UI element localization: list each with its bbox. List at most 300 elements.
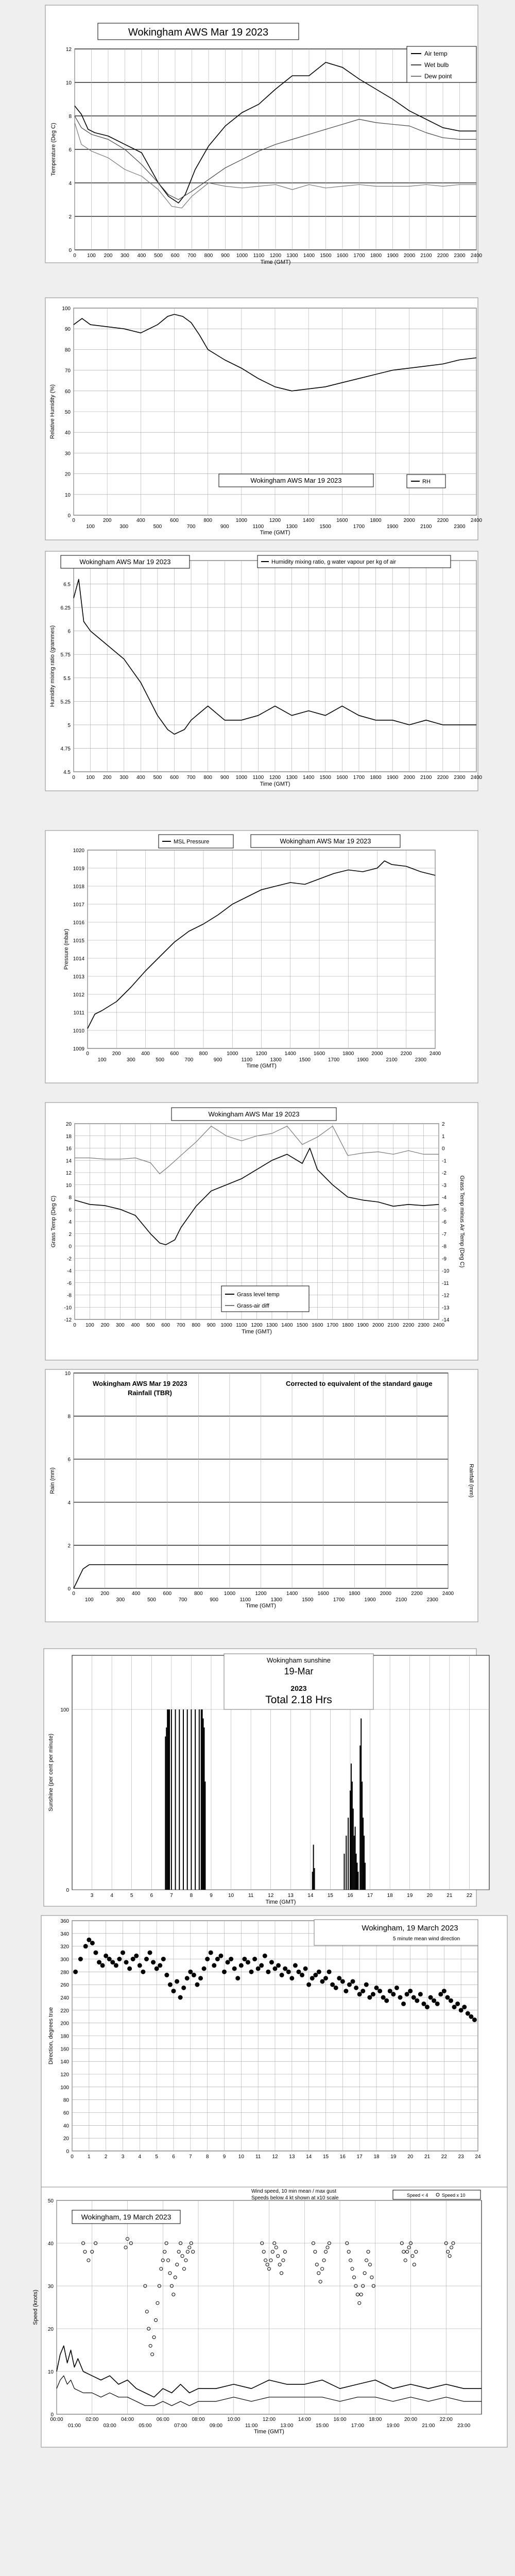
x-tick-label: 600: [170, 518, 179, 523]
data-point: [97, 1960, 101, 1964]
x-tick-label: 2: [104, 2154, 108, 2160]
x-tick-label: 700: [184, 1057, 194, 1063]
y-axis-label: Humidity mixing ratio (grammes): [49, 625, 56, 707]
data-point: [303, 1967, 307, 1971]
x-tick-label: 1000: [235, 518, 247, 523]
data-point: [168, 1982, 172, 1987]
x-tick-label: 200: [102, 518, 112, 523]
y-tick-label: 100: [60, 2084, 69, 2091]
x-tick-label: 23:00: [457, 2423, 471, 2429]
data-point: [266, 1970, 270, 1974]
data-point: [154, 1967, 159, 1971]
data-point: [327, 1970, 331, 1974]
x-tick-label: 1500: [320, 253, 332, 259]
year-label: 2023: [290, 1684, 307, 1692]
x-tick-label: 1100: [252, 775, 264, 781]
x-tick-label: 800: [203, 518, 213, 523]
data-point: [277, 1963, 281, 1968]
y-tick-label: 280: [60, 1970, 69, 1976]
x-tick-label: 900: [220, 524, 229, 530]
y-tick-label: 5.25: [60, 699, 71, 705]
data-point: [340, 1979, 345, 1984]
x-tick-label: 11:00: [245, 2423, 258, 2429]
y-tick-label: 6.5: [63, 582, 71, 588]
x-tick-label: 500: [153, 524, 162, 530]
y-tick-label: 4.75: [60, 746, 71, 752]
data-point: [175, 1979, 179, 1984]
legend-label: Grass level temp: [237, 1292, 280, 1298]
x-tick-label: 2000: [403, 775, 415, 781]
x-tick-label: 1300: [286, 775, 298, 781]
x-tick-label: 15: [327, 1893, 333, 1899]
data-point: [128, 1967, 132, 1971]
x-tick-label: 2400: [433, 1323, 445, 1328]
x-tick-label: 17: [356, 2154, 363, 2160]
x-tick-label: 900: [207, 1323, 216, 1328]
data-point: [114, 1963, 118, 1968]
y-tick-label: -4: [67, 1268, 72, 1274]
x-axis-label: Time (GMT): [260, 530, 290, 536]
data-point: [347, 1982, 351, 1987]
x-tick-label: 20:00: [404, 2417, 418, 2422]
x-tick-label: 700: [186, 775, 196, 781]
x-tick-label: 1600: [336, 775, 348, 781]
x-tick-label: 1500: [319, 775, 331, 781]
x-tick-label: 0: [71, 2154, 74, 2160]
y-tick-label: 120: [60, 2072, 69, 2078]
y-tick-label-right: 0: [442, 1146, 445, 1152]
x-tick-label: 05:00: [139, 2423, 152, 2429]
y-tick-label: 1013: [73, 974, 84, 980]
x-tick-label: 2400: [470, 775, 483, 781]
y-tick-label: 0: [66, 2149, 69, 2155]
y-tick-label: 300: [60, 1957, 69, 1963]
y-tick-label-right: -2: [442, 1171, 447, 1176]
data-point: [344, 1989, 348, 1993]
x-tick-label: 7: [170, 1893, 173, 1899]
x-tick-label: 1000: [236, 253, 248, 259]
x-tick-label: 1900: [357, 1323, 369, 1328]
y-axis-label: Direction, degrees true: [48, 2007, 54, 2065]
x-tick-label: 1000: [220, 1323, 232, 1328]
data-point: [449, 1998, 453, 2003]
y-tick-label: 6: [68, 147, 72, 153]
x-tick-label: 21: [447, 1893, 453, 1899]
x-tick-label: 2300: [418, 1323, 430, 1328]
x-tick-label: 12: [268, 1893, 274, 1899]
y-tick-label-right: -12: [442, 1293, 450, 1299]
data-point: [300, 1973, 304, 1977]
chart-sunshine: [44, 1649, 489, 1906]
chart-title: Wokingham AWS Mar 19 2023: [128, 27, 269, 38]
y-tick-label: 20: [64, 471, 71, 478]
data-point: [178, 1995, 182, 1999]
chart-subtitle: 5 minute mean wind direction: [392, 1936, 460, 1942]
x-tick-label: 6: [150, 1893, 153, 1899]
y-tick-label: -10: [64, 1305, 72, 1311]
data-point: [374, 1986, 379, 1990]
chart-note: Corrected to equivalent of the standard gauge: [286, 1380, 433, 1387]
data-point: [402, 2002, 406, 2006]
x-tick-label: 1800: [370, 775, 382, 781]
chart-wind_direction: [41, 1916, 507, 2189]
data-point: [385, 1998, 389, 2003]
x-tick-label: 1900: [357, 1057, 369, 1063]
data-point: [469, 2014, 473, 2019]
data-point: [260, 1963, 264, 1968]
x-tick-label: 2300: [426, 1597, 438, 1603]
data-point: [290, 1976, 294, 1980]
legend-label: MSL Pressure: [174, 839, 210, 845]
x-tick-label: 300: [127, 1057, 135, 1063]
x-tick-label: 900: [213, 1057, 222, 1063]
x-tick-label: 23: [458, 2154, 464, 2160]
y-tick-label-right: -14: [442, 1317, 450, 1323]
y-tick-label-right: -13: [442, 1305, 450, 1311]
y-tick-label: 1010: [73, 1028, 84, 1034]
data-point: [273, 1967, 277, 1971]
x-tick-label: 2100: [420, 524, 432, 530]
data-point: [131, 1957, 135, 1961]
data-point: [317, 1970, 321, 1974]
x-tick-label: 18: [387, 1893, 393, 1899]
total-label: Total 2.18 Hrs: [265, 1694, 332, 1706]
x-tick-label: 1600: [336, 518, 348, 523]
y-tick-label: 320: [60, 1944, 69, 1950]
x-tick-label: 2200: [400, 1051, 412, 1057]
y-tick-label: 10: [65, 80, 72, 86]
y-tick-label: 0: [66, 1888, 69, 1893]
data-point: [222, 1970, 227, 1974]
x-axis-label: Time (GMT): [246, 1063, 277, 1069]
data-point: [212, 1963, 216, 1968]
data-point: [215, 1957, 219, 1961]
x-tick-label: 1: [88, 2154, 91, 2160]
y-tick-label: 0: [68, 248, 72, 253]
x-tick-label: 1400: [303, 775, 315, 781]
x-tick-label: 1400: [281, 1323, 293, 1328]
x-tick-label: 9: [210, 1893, 213, 1899]
x-tick-label: 1400: [286, 1591, 298, 1597]
y-tick-label: -8: [67, 1293, 72, 1299]
x-tick-label: 900: [221, 253, 230, 259]
data-point: [466, 2011, 470, 2015]
y-tick-label: 340: [60, 1931, 69, 1937]
x-tick-label: 1700: [327, 1323, 338, 1328]
data-point: [239, 1963, 243, 1968]
data-point: [286, 1970, 290, 1974]
y-tick-label: 6: [67, 1457, 71, 1463]
data-point: [459, 2008, 463, 2012]
x-tick-label: 10:00: [227, 2417, 241, 2422]
x-tick-label: 1900: [387, 253, 399, 259]
y-tick-label: 2: [67, 1543, 71, 1549]
x-tick-label: 400: [141, 1051, 150, 1057]
x-tick-label: 1800: [342, 1323, 354, 1328]
data-point: [439, 1992, 443, 1996]
data-point: [209, 1951, 213, 1955]
data-point: [357, 1992, 362, 1996]
legend-label: Speed x 10: [442, 2193, 466, 2198]
x-tick-label: 8: [205, 2154, 209, 2160]
x-tick-label: 0: [86, 1051, 89, 1057]
chart-title: Wokingham AWS Mar 19 2023: [250, 477, 342, 484]
x-tick-label: 13:00: [280, 2423, 294, 2429]
x-tick-label: 03:00: [103, 2423, 116, 2429]
data-point: [442, 1989, 446, 1993]
x-tick-label: 700: [187, 253, 196, 259]
data-point: [408, 1989, 413, 1993]
y-tick-label: 1014: [73, 956, 84, 962]
x-tick-label: 700: [176, 1323, 185, 1328]
legend-label: Grass-air diff: [237, 1303, 269, 1309]
y-axis-label: Pressure (mbar): [63, 928, 70, 970]
x-tick-label: 2400: [429, 1051, 441, 1057]
x-axis-label: Time (GMT): [242, 1329, 272, 1335]
x-tick-label: 1400: [303, 253, 315, 259]
data-point: [354, 1986, 358, 1990]
chart-title: Wokingham, 19 March 2023: [81, 2213, 171, 2221]
y-tick-label-right: -4: [442, 1195, 447, 1201]
y-axis-label: Rain (mm): [49, 1467, 56, 1494]
data-point: [398, 1995, 402, 1999]
x-tick-label: 1700: [353, 524, 365, 530]
data-point: [165, 1973, 169, 1977]
data-point: [202, 1967, 206, 1971]
data-point: [411, 1995, 416, 1999]
y-tick-label: 100: [60, 1707, 69, 1713]
x-tick-label: 1800: [370, 253, 382, 259]
x-tick-label: 1200: [269, 775, 281, 781]
x-tick-label: 3: [90, 1893, 94, 1899]
x-tick-label: 16:00: [333, 2417, 347, 2422]
data-point: [151, 1960, 156, 1964]
x-tick-label: 300: [116, 1597, 125, 1603]
data-point: [445, 1995, 450, 1999]
y-tick-label: 16: [65, 1146, 72, 1152]
x-tick-label: 14: [306, 2154, 312, 2160]
y-tick-label-right: -8: [442, 1244, 447, 1250]
x-tick-label: 1200: [251, 1323, 263, 1328]
x-tick-label: 2100: [420, 775, 432, 781]
x-tick-label: 5: [155, 2154, 158, 2160]
y-tick-label-right: -6: [442, 1219, 447, 1225]
data-point: [232, 1967, 236, 1971]
data-point: [94, 1951, 98, 1955]
x-tick-label: 10: [238, 2154, 244, 2160]
data-point: [462, 2005, 467, 2009]
data-point: [425, 2005, 430, 2009]
x-tick-label: 08:00: [192, 2417, 205, 2422]
x-tick-label: 2400: [470, 518, 483, 523]
x-tick-label: 0: [72, 1591, 75, 1597]
y-tick-label: -2: [67, 1256, 72, 1262]
x-tick-label: 19:00: [386, 2423, 400, 2429]
y-tick-label: 1015: [73, 938, 84, 944]
x-tick-label: 2400: [470, 253, 483, 259]
y-tick-label: 40: [47, 2241, 54, 2247]
y-tick-label-right: -9: [442, 1256, 447, 1262]
data-point: [195, 1982, 199, 1987]
chart-title: Wokingham, 19 March 2023: [362, 1924, 458, 1933]
data-point: [368, 1995, 372, 1999]
x-tick-label: 600: [170, 253, 180, 259]
x-tick-label: 2200: [402, 1323, 415, 1328]
y-tick-label: 70: [64, 368, 71, 374]
x-tick-label: 06:00: [156, 2417, 169, 2422]
data-point: [456, 2002, 460, 2006]
x-tick-label: 12:00: [262, 2417, 276, 2422]
data-point: [324, 1976, 328, 1980]
x-tick-label: 1100: [252, 524, 264, 530]
data-point: [205, 1957, 210, 1961]
data-point: [138, 1963, 142, 1968]
x-tick-label: 1200: [269, 518, 281, 523]
x-tick-label: 2000: [403, 518, 415, 523]
x-tick-label: 20: [426, 1893, 433, 1899]
y-tick-label: 40: [64, 430, 71, 436]
data-point: [297, 1970, 301, 1974]
y-axis-label: Relative Humidity (%): [49, 384, 56, 439]
legend-label: Humidity mixing ratio, g water vapour per kg of air: [271, 559, 397, 565]
data-point: [182, 1986, 186, 1990]
y-tick-label: 50: [47, 2198, 54, 2204]
y-tick-label-right: -3: [442, 1182, 447, 1189]
y-tick-label: 90: [64, 327, 71, 333]
x-axis-label: Time (GMT): [260, 781, 290, 787]
x-tick-label: 6: [172, 2154, 175, 2160]
x-tick-label: 400: [137, 253, 146, 259]
x-tick-label: 01:00: [67, 2423, 81, 2429]
x-tick-label: 7: [189, 2154, 192, 2160]
y-tick-label: 80: [64, 347, 71, 353]
chart-humidity: [45, 298, 483, 540]
x-tick-label: 2200: [411, 1591, 423, 1597]
data-point: [107, 1957, 111, 1961]
x-tick-label: 1000: [235, 775, 247, 781]
x-tick-label: 1300: [286, 524, 298, 530]
x-tick-label: 1400: [284, 1051, 296, 1057]
x-tick-label: 100: [84, 1597, 94, 1603]
y-tick-label-right: 2: [442, 1122, 445, 1127]
y-tick-label: 2: [68, 214, 72, 220]
y-tick-label-right: 1: [442, 1133, 445, 1140]
x-tick-label: 1800: [349, 1591, 360, 1597]
data-point: [87, 1938, 91, 1942]
x-tick-label: 200: [100, 1591, 109, 1597]
data-point: [428, 1995, 433, 1999]
y-axis-label: Temperature (Deg C): [50, 123, 57, 176]
y-tick-label: 220: [60, 2008, 69, 2014]
data-point: [378, 1989, 382, 1993]
x-tick-label: 2200: [437, 775, 449, 781]
legend-label: Air temp: [424, 50, 448, 57]
x-tick-label: 400: [136, 518, 145, 523]
data-point: [334, 1986, 338, 1990]
y-tick-label: 0: [68, 1244, 72, 1250]
x-tick-label: 1600: [313, 1051, 325, 1057]
data-point: [83, 1944, 88, 1948]
date-label: 19-Mar: [284, 1666, 314, 1676]
data-point: [405, 1992, 409, 1996]
y-tick-label: 0: [67, 1586, 71, 1592]
y-tick-label: 4: [67, 1500, 71, 1506]
x-tick-label: 500: [154, 253, 163, 259]
x-tick-label: 5: [130, 1893, 133, 1899]
x-axis-label: Time (GMT): [260, 259, 291, 265]
x-tick-label: 8: [190, 1893, 193, 1899]
chart-title: Wokingham AWS Mar 19 2023: [208, 1110, 300, 1118]
x-tick-label: 600: [163, 1591, 172, 1597]
data-point: [121, 1951, 125, 1955]
y-tick-label: 60: [63, 2110, 69, 2116]
y-tick-label: 40: [63, 2123, 69, 2129]
y-axis-label: Grass Temp (Deg C): [50, 1195, 57, 1248]
x-tick-label: 2100: [396, 1597, 407, 1603]
y-tick-label: 1018: [73, 884, 84, 890]
x-tick-label: 800: [192, 1323, 201, 1328]
data-point: [111, 1960, 115, 1964]
y-tick-label-right: -5: [442, 1207, 447, 1213]
x-tick-label: 20: [407, 2154, 414, 2160]
x-tick-label: 2300: [454, 524, 466, 530]
y-tick-label: 160: [60, 2046, 69, 2053]
x-tick-label: 1500: [302, 1597, 314, 1603]
data-point: [158, 1963, 162, 1968]
y-tick-label: 20: [47, 2327, 54, 2332]
y-tick-label: 1019: [73, 866, 84, 872]
x-tick-label: 100: [87, 253, 96, 259]
x-axis-label: Time (GMT): [254, 2429, 284, 2435]
legend: [393, 2190, 480, 2199]
data-point: [280, 1973, 284, 1977]
y-tick-label: 1011: [73, 1010, 84, 1016]
x-tick-label: 300: [119, 775, 129, 781]
x-tick-label: 2100: [386, 1057, 398, 1063]
data-point: [283, 1967, 287, 1971]
x-tick-label: 19: [390, 2154, 397, 2160]
data-point: [418, 1992, 422, 1996]
x-tick-label: 2000: [403, 253, 416, 259]
x-tick-label: 300: [121, 253, 129, 259]
y-tick-label: -12: [64, 1317, 72, 1323]
x-tick-label: 200: [104, 253, 113, 259]
x-tick-label: 10: [228, 1893, 234, 1899]
y-tick-label-right: -1: [442, 1158, 447, 1164]
x-tick-label: 2100: [420, 253, 432, 259]
y-tick-label: 30: [47, 2284, 54, 2290]
x-tick-label: 500: [146, 1323, 155, 1328]
x-tick-label: 1100: [241, 1057, 253, 1063]
data-point: [134, 1954, 139, 1958]
y-tick-label: 1020: [73, 848, 84, 854]
x-tick-label: 1600: [312, 1323, 323, 1328]
chart-subtitle: Speeds below 4 kt shown at x10 scale: [251, 2195, 339, 2201]
data-point: [243, 1957, 247, 1961]
data-point: [331, 1982, 335, 1987]
x-tick-label: 1300: [270, 1597, 282, 1603]
y-tick-label: 180: [60, 2033, 69, 2040]
legend-label: Dew point: [424, 73, 452, 80]
x-tick-label: 400: [136, 775, 145, 781]
data-point: [141, 1970, 145, 1974]
data-point: [422, 2002, 426, 2006]
x-tick-label: 2300: [454, 775, 466, 781]
x-tick-label: 1000: [224, 1591, 236, 1597]
data-point: [269, 1960, 273, 1964]
x-tick-label: 1700: [328, 1057, 340, 1063]
x-tick-label: 19: [407, 1893, 413, 1899]
